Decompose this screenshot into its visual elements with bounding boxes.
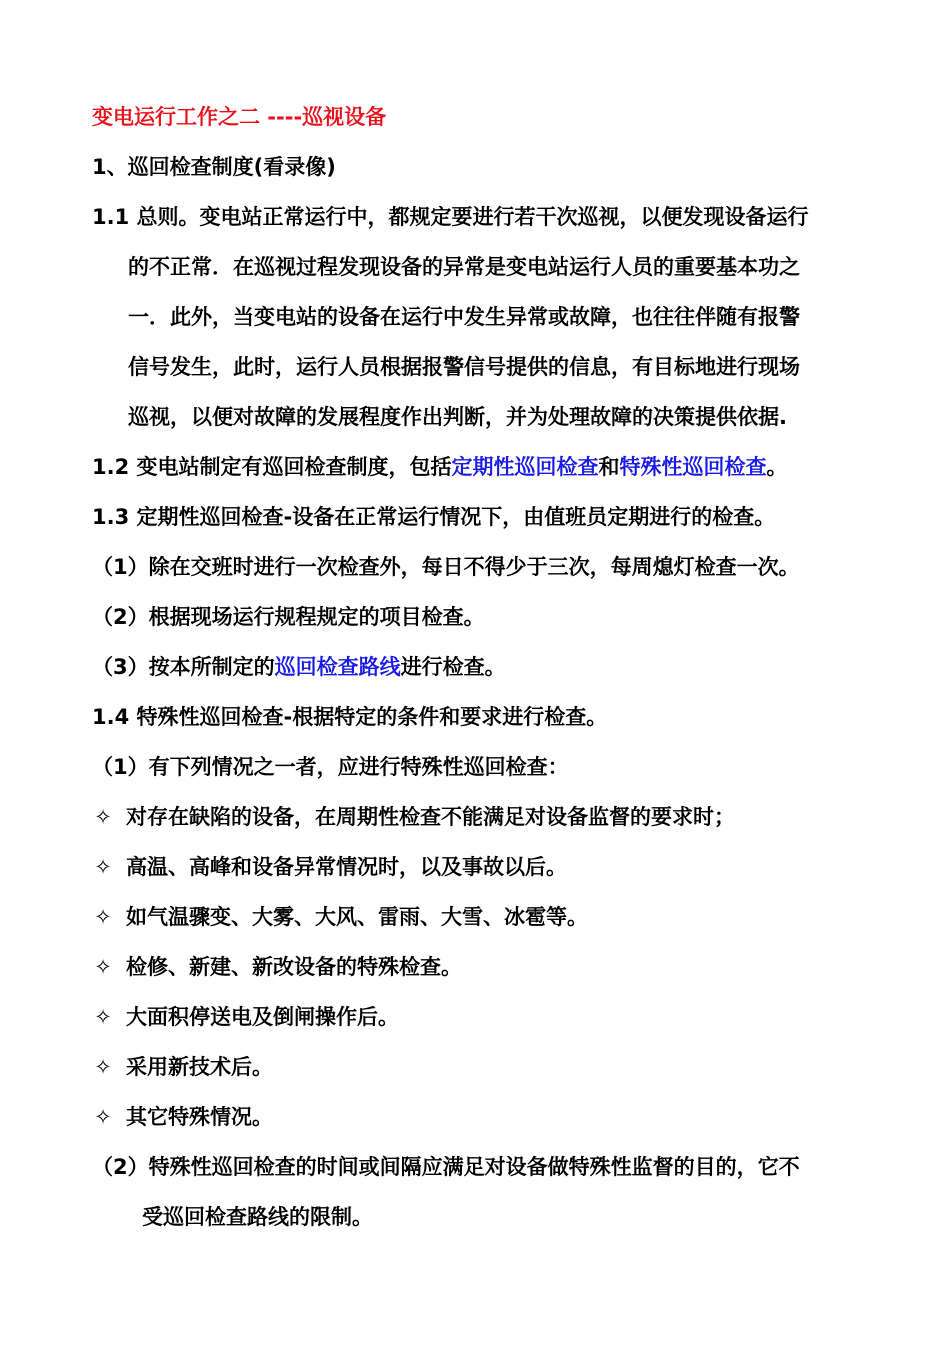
bullet-item [92,952,462,982]
bullet-item [92,1052,273,1082]
sparkle-bullet-icon: ✧ [94,1055,112,1079]
link-periodic-inspection[interactable]: 定期性巡回检查 [451,455,599,479]
para-1-2-suffix: 。 [766,455,788,479]
sparkle-bullet-icon: ✧ [94,905,112,929]
bullet-item [92,902,588,932]
para-1-1-line-4: 信号发生，此时，运行人员根据报警信号提供的信息，有目标地进行现场 [128,355,800,379]
para-1-3-item-1: （1）除在交班时进行一次检查外，每日不得少于三次，每周熄灯检查一次。 [92,555,800,579]
bullet-text: 其它特殊情况。 [126,1105,273,1129]
bullet-item [92,1002,399,1032]
para-1-1-line-3: 一．此外，当变电站的设备在运行中发生异常或故障，也往往伴随有报警 [128,305,800,329]
document-title: 变电运行工作之二 ----巡视设备 [92,105,387,129]
bullet-text: 对存在缺陷的设备，在周期性检查不能满足对设备监督的要求时； [126,805,735,829]
sparkle-bullet-icon: ✧ [94,1105,112,1129]
para-1-3-item-3 [92,652,506,682]
para-1-2-and: 和 [598,455,620,479]
bullet-item [92,852,567,882]
bullet-text: 大面积停送电及倒闸操作后。 [126,1005,399,1029]
para-1-4-item-2-line-2: 受巡回检查路线的限制。 [142,1205,373,1229]
bullet-text: 高温、高峰和设备异常情况时，以及事故以后。 [126,855,567,879]
para-1-1-line-1: 1.1 总则。变电站正常运行中，都规定要进行若干次巡视，以便发现设备运行 [92,205,809,229]
para-1-4: 1.4 特殊性巡回检查-根据特定的条件和要求进行检查。 [92,705,608,729]
para-1-1-line-2: 的不正常．在巡视过程发现设备的异常是变电站运行人员的重要基本功之 [128,255,800,279]
para-1-3-item-3-suffix: 进行检查。 [400,655,506,679]
para-1-4-item-1: （1）有下列情况之一者，应进行特殊性巡回检查： [92,755,569,779]
bullet-item [92,802,735,832]
bullet-text: 如气温骤变、大雾、大风、雷雨、大雪、冰雹等。 [126,905,588,929]
section-1-heading: 1、巡回检查制度(看录像) [92,155,336,179]
para-1-2 [92,452,788,482]
sparkle-bullet-icon: ✧ [94,955,112,979]
bullet-text: 采用新技术后。 [126,1055,273,1079]
para-1-2-prefix: 1.2 变电站制定有巡回检查制度，包括 [92,455,452,479]
para-1-1-line-5: 巡视，以便对故障的发展程度作出判断，并为处理故障的决策提供依据. [128,405,787,429]
sparkle-bullet-icon: ✧ [94,855,112,879]
sparkle-bullet-icon: ✧ [94,805,112,829]
link-special-inspection[interactable]: 特殊性巡回检查 [619,455,767,479]
sparkle-bullet-icon: ✧ [94,1005,112,1029]
bullet-item [92,1102,273,1132]
para-1-4-item-2-line-1: （2）特殊性巡回检查的时间或间隔应满足对设备做特殊性监督的目的，它不 [92,1155,800,1179]
link-inspection-route[interactable]: 巡回检查路线 [274,655,401,679]
para-1-3: 1.3 定期性巡回检查-设备在正常运行情况下，由值班员定期进行的检查。 [92,505,776,529]
para-1-3-item-2: （2）根据现场运行规程规定的项目检查。 [92,605,485,629]
para-1-3-item-3-prefix: （3）按本所制定的 [92,655,275,679]
bullet-text: 检修、新建、新改设备的特殊检查。 [126,955,462,979]
